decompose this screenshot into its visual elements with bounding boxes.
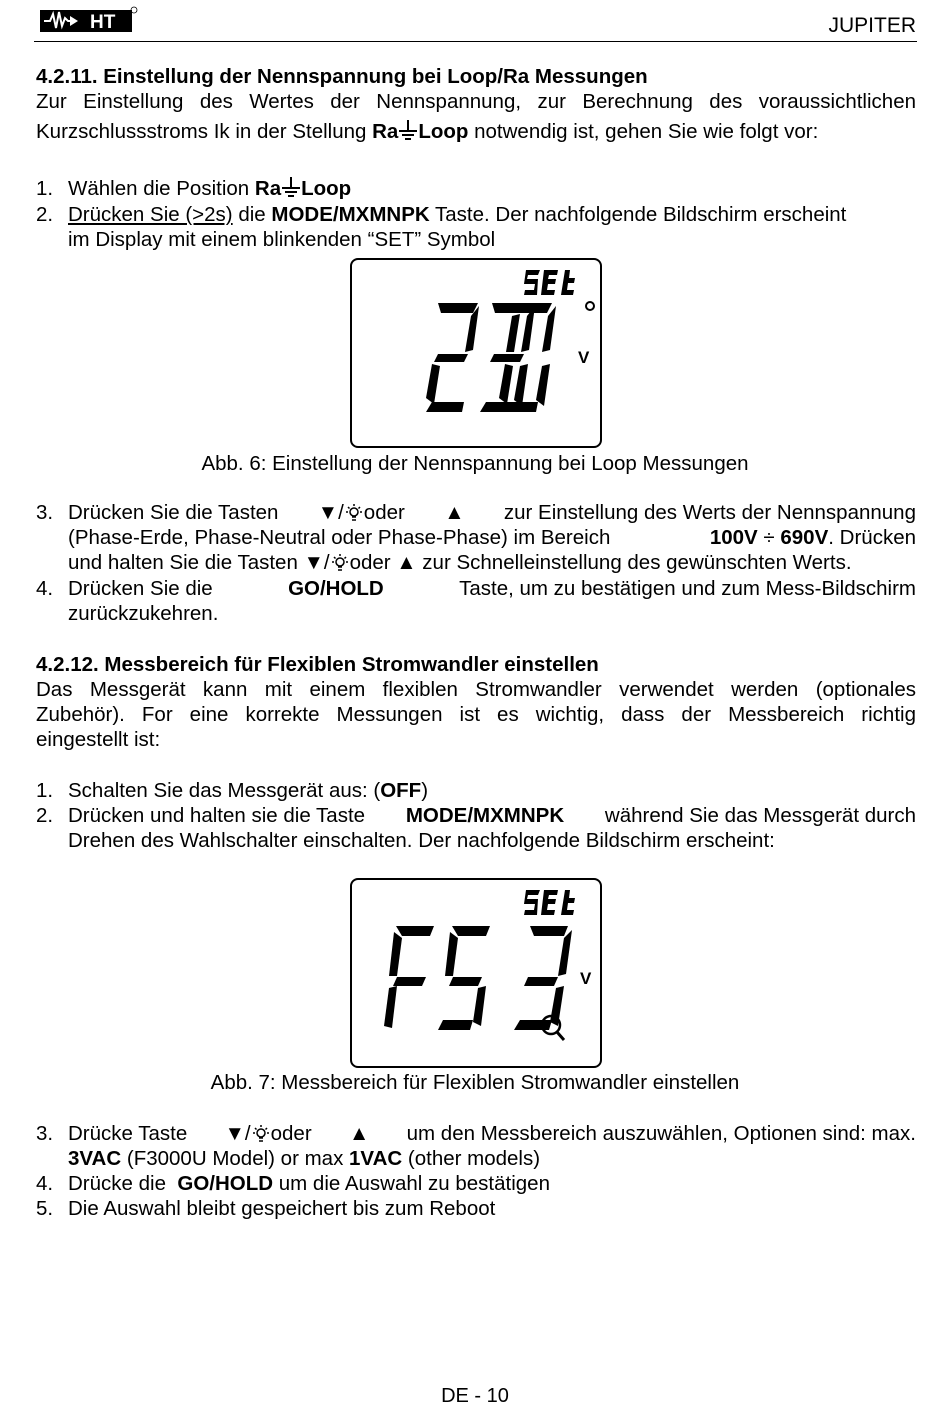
ground-icon — [281, 177, 301, 199]
ht-logo-icon — [40, 6, 138, 34]
step-number: 2. — [36, 804, 54, 827]
product-name: JUPITER — [828, 14, 916, 37]
step4-text-b: Taste, um zu bestätigen und zum Mess-Bildschirm — [459, 577, 916, 600]
timer-icon — [586, 302, 594, 310]
step2-text-b: Taste. Der nachfolgende Bildschirm erscheint — [429, 203, 847, 226]
lcd-char-f — [384, 926, 434, 1028]
step1-text-b: ) — [421, 779, 429, 802]
step3-text-g: zur Schnelleinstellung des gewünschten Werts. — [416, 551, 852, 574]
down-key-group: ▼/ oder — [224, 1122, 312, 1145]
section2-step4 — [68, 1171, 916, 1196]
or-text: oder — [349, 551, 397, 574]
up-arrow-icon: ▲ — [444, 501, 465, 524]
section2-step5: Die Auswahl bleibt gespeichert bis zum Reboot — [68, 1197, 496, 1220]
loop-label: Loop — [418, 120, 469, 143]
down-arrow-icon: ▼ — [317, 501, 339, 524]
step2-underlined: Drücken Sie (>2s) — [68, 203, 233, 226]
or-text: oder — [270, 1122, 312, 1145]
lcd-digit-3 — [514, 926, 572, 1030]
section2-step2-line2: Drehen des Wahlschalter einschalten. Der nachfolgende Bildschirm erscheint: — [68, 829, 775, 852]
step1-text: Wählen die Position — [68, 177, 255, 200]
step-number: 3. — [36, 501, 54, 524]
step-number: 1. — [36, 177, 54, 200]
lcd-display-fig7 — [350, 878, 602, 1068]
section-title-4-2-12: 4.2.12. Messbereich für Flexiblen Stromwandler einstellen — [36, 653, 599, 676]
step-number: 5. — [36, 1197, 54, 1220]
step2-text-b: während Sie das Messgerät durch — [604, 804, 916, 827]
page-number: DE - 10 — [441, 1385, 509, 1407]
step-number: 1. — [36, 779, 54, 802]
down-key-group: ▼/ oder — [317, 501, 405, 524]
step1-text-a: Schalten Sie das Messgerät aus: ( — [68, 779, 381, 802]
section1-intro-line1: Zur Einstellung des Wertes der Nennspannung, zur Berechnung des voraussichtlichen — [36, 90, 916, 113]
lcd-unit: V — [578, 348, 590, 367]
section-title-4-2-11: 4.2.11. Einstellung der Nennspannung bei Loop/Ra Messungen — [36, 65, 648, 88]
figure-caption-7: Abb. 7: Messbereich für Flexiblen Stromwandler einstellen — [210, 1071, 740, 1094]
header-rule — [34, 41, 917, 42]
or-text: oder — [363, 501, 405, 524]
key-mode-mxmnpk: MODE/MXMNPK — [405, 804, 565, 827]
section1-step3-line1 — [68, 500, 916, 525]
section1-step2-line2: im Display mit einem blinkenden “SET” Symbol — [68, 228, 496, 251]
step3-text-e: . Drücken — [828, 526, 916, 549]
option-3vac: 3VAC — [68, 1147, 122, 1170]
section1-step4-line2: zurückzukehren. — [68, 602, 219, 625]
key-off: OFF — [380, 779, 422, 802]
intro-text-a: Kurzschlussstroms Ik in der Stellung — [36, 120, 373, 143]
section1-step3-line3: und halten Sie die Tasten ▼/ oder ▲ zur Schnelleinstellung des gewünschten Werts. — [68, 551, 852, 574]
up-arrow-icon: ▲ — [396, 551, 417, 574]
ground-icon — [398, 120, 418, 142]
step3-text-e: (other models) — [402, 1147, 541, 1170]
step4-text-a: Drücken Sie die — [68, 577, 213, 600]
lcd-set-indicator — [524, 270, 575, 295]
intro-text-b: notwendig ist, gehen Sie wie folgt vor: — [468, 120, 819, 143]
range-separator: ÷ — [757, 526, 781, 549]
loop-label: Loop — [301, 177, 352, 200]
step3-text-f: und halten Sie die Tasten — [68, 551, 304, 574]
step-number: 4. — [36, 577, 54, 600]
backlight-icon — [251, 1125, 271, 1145]
ra-label: Ra — [372, 120, 399, 143]
section2-step3-line1 — [68, 1121, 916, 1146]
lcd-char-s — [438, 926, 490, 1030]
section2-step2-line1 — [68, 803, 916, 828]
option-1vac: 1VAC — [349, 1147, 403, 1170]
down-arrow-icon: ▼ — [303, 551, 324, 574]
lcd-readout-230 — [352, 260, 600, 446]
up-arrow-icon: ▲ — [348, 1122, 370, 1145]
key-mode-mxmnpk: MODE/MXMNPK — [271, 203, 430, 226]
backlight-icon — [330, 554, 350, 574]
lcd-digit-2 — [426, 303, 479, 412]
lcd-unit: V — [580, 969, 592, 988]
range-high: 690V — [780, 526, 829, 549]
section2-intro-line1: Das Messgerät kann mit einem flexiblen Stromwandler verwendet werden (optionales — [36, 678, 916, 701]
step2-text-a: Drücken und halten sie die Taste — [68, 804, 366, 827]
section2-intro-line2: Zubehör). For eine korrekte Messungen ist es wichtig, dass der Messbereich richtig — [36, 703, 916, 726]
ht-logo — [40, 6, 138, 34]
step-number: 4. — [36, 1172, 54, 1195]
section2-step3-line2 — [68, 1146, 916, 1171]
section1-intro-line2 — [36, 119, 916, 144]
step3-text-a: Drücken Sie die Tasten — [68, 501, 279, 524]
step3-text-c: zur Einstellung des Werts der Nennspannung — [503, 501, 916, 524]
range-low: 100V — [709, 526, 758, 549]
section1-step4-line1 — [68, 576, 916, 601]
section2-intro-line3: eingestellt ist: — [36, 728, 161, 751]
lcd-set-indicator — [524, 890, 575, 915]
lcd-display-fig6 — [350, 258, 602, 448]
step3-text-c: um den Messbereich auszuwählen, Optionen sind: max. — [406, 1122, 916, 1145]
step3-text-d: (Phase-Erde, Phase-Neutral oder Phase-Phase) im Bereich — [68, 526, 611, 549]
section1-step1 — [68, 176, 916, 201]
step3-text-a: Drücke Taste — [68, 1122, 188, 1145]
lcd-readout-fs3 — [352, 880, 600, 1066]
down-arrow-icon: ▼ — [224, 1122, 245, 1145]
key-go-hold: GO/HOLD — [177, 1172, 274, 1195]
key-go-hold: GO/HOLD — [288, 577, 384, 600]
step-number: 2. — [36, 203, 54, 226]
step4-text-a: Drücke die — [68, 1172, 178, 1195]
ra-label: Ra — [254, 177, 282, 200]
section1-step3-line2 — [68, 525, 916, 550]
figure-caption-6: Abb. 6: Einstellung der Nennspannung bei Loop Messungen — [201, 452, 749, 475]
step4-text-b: um die Auswahl zu bestätigen — [273, 1172, 550, 1195]
section1-step2-line1 — [68, 202, 916, 227]
step-number: 3. — [36, 1122, 54, 1145]
backlight-icon — [344, 504, 364, 524]
logo-text: HT — [90, 12, 116, 33]
section2-step1 — [68, 778, 916, 803]
step3-text-d: (F3000U Model) or max — [121, 1147, 350, 1170]
step2-text-a: die — [232, 203, 272, 226]
